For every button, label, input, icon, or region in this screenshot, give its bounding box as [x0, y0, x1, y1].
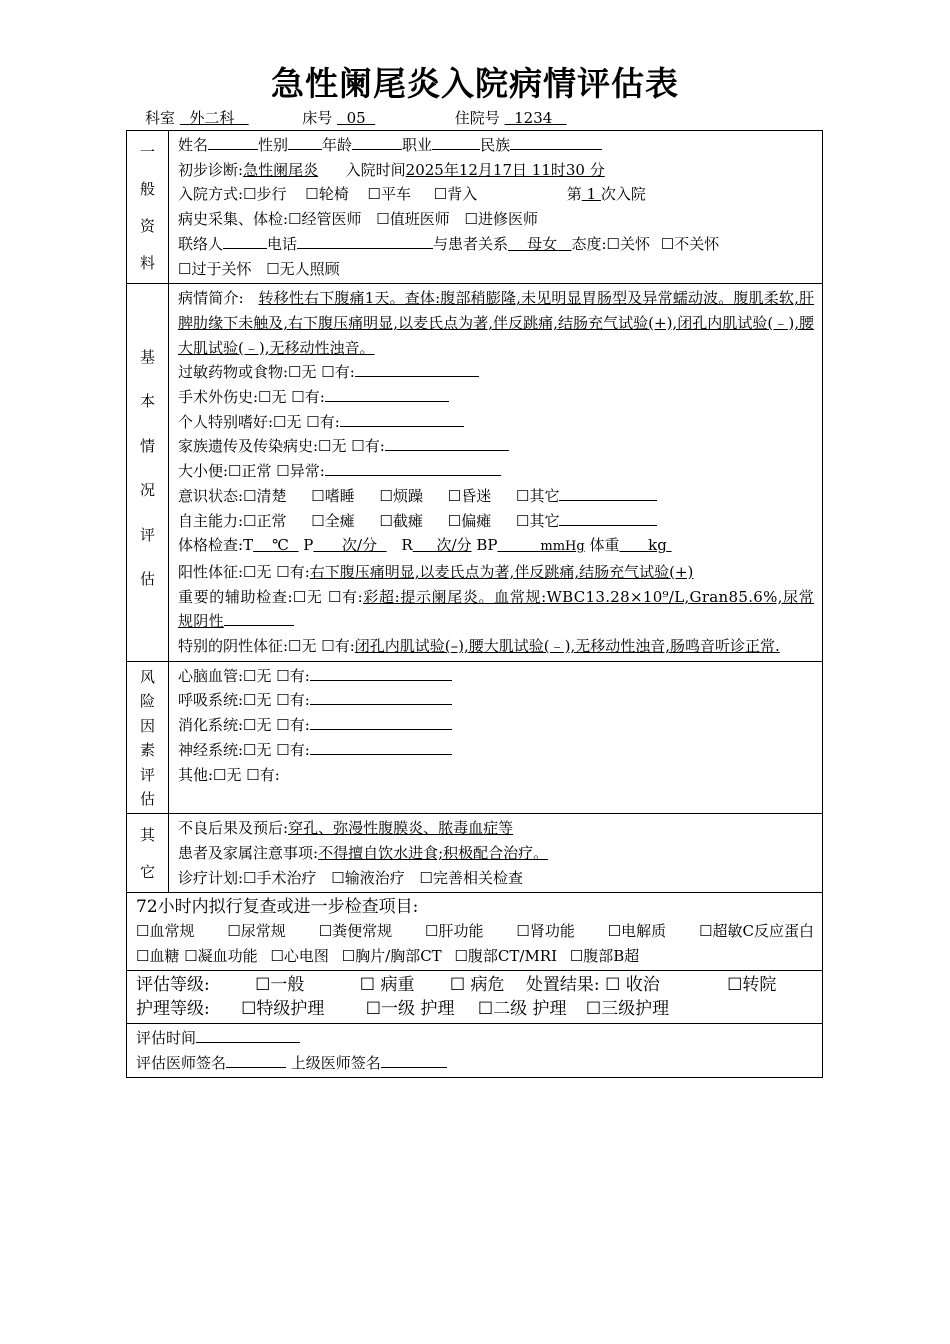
risk-neuro-row: 神经系统:☐无 ☐有:	[178, 738, 814, 763]
basic-label: 基 本 情 况 评 估	[127, 284, 169, 661]
ability-other-field[interactable]	[559, 510, 657, 526]
sign-section	[127, 1024, 822, 1077]
history-attending[interactable]: ☐经管医师	[288, 210, 362, 229]
plan-exams[interactable]: ☐完善相关检查	[419, 868, 523, 887]
recheck-crp[interactable]: ☐超敏C反应蛋白	[699, 922, 814, 941]
surgery-row: 手术外伤史:☐无 ☐有:	[178, 385, 814, 410]
dept-label: 科室	[145, 109, 176, 127]
inpatient-label: 住院号	[454, 109, 500, 127]
inpatient-field[interactable]: 1234	[514, 109, 553, 127]
consciousness-row: 意识状态:☐清楚 ☐嗜睡 ☐烦躁 ☐昏迷 ☐其它	[178, 484, 814, 509]
recheck-liver[interactable]: ☐肝功能	[425, 922, 484, 941]
recheck-chest[interactable]: ☐胸片/胸部CT	[341, 946, 442, 965]
attitude-overcare[interactable]: ☐过于关怀	[178, 259, 252, 278]
risk-neuro-field[interactable]	[310, 739, 452, 755]
notice-row: 患者及家属注意事项:不得擅自饮水进食;积极配合治疗。	[178, 843, 549, 862]
plan-surgery[interactable]: ☐手术治疗	[243, 868, 317, 887]
temperature-field[interactable]: ℃	[272, 536, 289, 555]
name-field[interactable]	[208, 134, 258, 150]
respiration-field[interactable]: 次/分	[436, 536, 472, 555]
stool-field[interactable]	[325, 460, 501, 476]
gender-field[interactable]	[288, 134, 322, 150]
recheck-stool-routine[interactable]: ☐粪便常规	[318, 922, 393, 941]
consciousness-coma[interactable]: ☐昏迷	[447, 486, 492, 505]
phone-field[interactable]	[297, 233, 433, 249]
risk-digest-field[interactable]	[310, 714, 452, 730]
nursing-third[interactable]: ☐三级护理	[585, 999, 670, 1020]
grade-normal[interactable]: ☐一般	[255, 975, 305, 996]
risk-other-row: 其他:☐无 ☐有:	[178, 765, 280, 784]
ability-other[interactable]: ☐其它	[516, 511, 560, 530]
bed-field[interactable]: 05	[346, 109, 366, 127]
risk-cardio-field[interactable]	[310, 665, 452, 681]
risk-section	[127, 662, 822, 815]
recheck-row-1	[136, 919, 814, 944]
risk-digest-row: 消化系统:☐无 ☐有:	[178, 713, 814, 738]
negative-signs-field[interactable]: 闭孔内肌试验(–),腰大肌试验(﹣),无移动性浊音,肠鸣音听诊正常.	[354, 637, 780, 656]
nursing-special[interactable]: ☐特级护理	[241, 999, 325, 1020]
recheck-electrolyte[interactable]: ☐电解质	[607, 922, 667, 941]
admit-mode-stretcher[interactable]: ☐平车	[367, 185, 411, 204]
nursing-second[interactable]: ☐二级 护理	[477, 999, 567, 1020]
habit-row: 个人特别嗜好:☐无 ☐有:	[178, 410, 814, 435]
form-title: 急性阑尾炎入院病情评估表	[271, 64, 679, 103]
recheck-blood-routine[interactable]: ☐血常规	[136, 922, 195, 941]
contact-row: 联络人 电话 与患者关系 母女 态度:☐关怀 ☐不关怀	[178, 234, 720, 253]
prognosis-row: 不良后果及预后:穿孔、弥漫性腹膜炎、脓毒血症等	[178, 819, 514, 838]
patient-info-row: 姓名 性别 年龄 职业 民族	[178, 133, 814, 158]
bp-field[interactable]: mmHg	[540, 539, 585, 555]
doctor-signature-field[interactable]	[226, 1052, 286, 1068]
age-field[interactable]	[352, 134, 402, 150]
grade-critical[interactable]: ☐ 病危	[449, 975, 505, 996]
basic-section	[127, 284, 822, 662]
recheck-ecg[interactable]: ☐心电图	[270, 946, 329, 965]
risk-cardio-row: 心脑血管:☐无 ☐有:	[178, 664, 814, 689]
ethnicity-field[interactable]	[510, 134, 602, 150]
summary-field[interactable]: 转移性右下腹痛1天。查体:腹部稍膨隆,未见明显胃肠型及异常蠕动波。腹肌柔软,肝脾肋缘下未触及,右下腹压痛明显,以麦氏点为著,伴反跳痛,结肠充气试验(+),闭孔内肌试验(﹣),腰大肌试验(﹣),无移动性浊音。	[178, 289, 815, 357]
ability-row: 自主能力:☐正常 ☐全瘫 ☐截瘫 ☐偏瘫 ☐其它	[178, 509, 814, 534]
recheck-coag[interactable]: ☐凝血功能	[184, 946, 258, 965]
plan-row: 诊疗计划:☐手术治疗 ☐输液治疗 ☐完善相关检查	[178, 868, 523, 887]
risk-resp-field[interactable]	[310, 689, 452, 705]
occupation-field[interactable]	[432, 134, 480, 150]
consciousness-other-field[interactable]	[559, 485, 657, 501]
assessment-table	[126, 130, 823, 1078]
negative-signs-row: 特别的阴性体征:☐无 ☐有:闭孔内肌试验(–),腰大肌试验(﹣),无移动性浊音,肠鸣音听诊正常.	[178, 637, 780, 656]
admit-time-field[interactable]: 2025年12月17日 11时30 分	[405, 160, 605, 179]
dept-field[interactable]: 外二科	[189, 109, 235, 127]
eval-time-field[interactable]	[196, 1027, 300, 1043]
other-section	[127, 814, 822, 893]
ability-normal[interactable]: ☐正常	[243, 511, 287, 530]
bed-label: 床号	[302, 109, 333, 127]
general-section	[127, 131, 822, 284]
aux-exam-field[interactable]: 彩超:提示阑尾炎。血常规:WBC13.28×10⁹/L,Gran85.6%,尿常规阴性	[178, 587, 814, 631]
habit-field[interactable]	[340, 411, 464, 427]
allergy-field[interactable]	[355, 361, 479, 377]
other-label: 其 它	[127, 814, 169, 892]
grade-serious[interactable]: ☐ 病重	[359, 975, 415, 996]
signature-row: 评估医师签名 上级医师签名	[136, 1051, 814, 1076]
stool-row: 大小便:☐正常 ☐异常:	[178, 459, 814, 484]
recheck-abd-us[interactable]: ☐腹部B超	[569, 946, 640, 965]
attitude-nobody[interactable]: ☐无人照顾	[266, 259, 340, 278]
notice-field[interactable]: 不得擅自饮水进食;积极配合治疗。	[318, 843, 549, 862]
summary-row: 病情简介: 转移性右下腹痛1天。查体:腹部稍膨隆,未见明显胃肠型及异常蠕动波。腹肌柔软,肝脾肋缘下未触及,右下腹压痛明显,以麦氏点为著,伴反跳痛,结肠充气试验(+),闭孔内肌试验(﹣),腰大肌试验(﹣),无移动性浊音。	[178, 289, 815, 357]
family-row: 家族遗传及传染病史:☐无 ☐有:	[178, 434, 814, 459]
general-label: 一 般 资 料	[127, 131, 169, 283]
admit-mode-walk[interactable]: ☐步行	[243, 185, 287, 204]
recheck-section	[127, 893, 822, 971]
exam-row: 体格检查:T ℃ P 次/分 R 次/分 BP mmHg 体重 kg	[178, 533, 814, 560]
grade-section	[127, 971, 822, 1024]
plan-infusion[interactable]: ☐输液治疗	[331, 868, 405, 887]
attitude-nocare[interactable]: ☐不关怀	[660, 234, 720, 253]
diagnosis-field[interactable]: 急性阑尾炎	[243, 160, 319, 179]
ability-quadriplegia[interactable]: ☐全瘫	[311, 511, 355, 530]
recheck-row-2	[136, 944, 814, 969]
risk-resp-row: 呼吸系统:☐无 ☐有:	[178, 688, 814, 713]
surgery-field[interactable]	[325, 386, 449, 402]
aux-exam-row: 重要的辅助检查:☐无 ☐有:彩超:提示阑尾炎。血常规:WBC13.28×10⁹/L,Gran85.6%,尿常规阴性	[178, 587, 814, 631]
history-duty[interactable]: ☐值班医师	[376, 210, 450, 229]
consciousness-other[interactable]: ☐其它	[516, 486, 560, 505]
history-row: 病史采集、体检:☐经管医师 ☐值班医师 ☐进修医师	[178, 210, 538, 229]
form-header	[145, 107, 825, 128]
allergy-row: 过敏药物或食物:☐无 ☐有:	[178, 360, 814, 385]
admit-count-field[interactable]: 1	[586, 185, 597, 204]
consciousness-drowsy[interactable]: ☐嗜睡	[311, 486, 355, 505]
nursing-grade-row: 护理等级: ☐特级护理 ☐一级 护理 ☐二级 护理 ☐三级护理	[136, 999, 670, 1020]
disposal-admit[interactable]: ☐ 收治	[605, 975, 660, 996]
pulse-field[interactable]: 次/分	[341, 536, 378, 555]
recheck-kidney[interactable]: ☐肾功能	[516, 922, 575, 941]
recheck-title: 72小时内拟行复查或进一步检查项目:	[136, 897, 419, 918]
risk-label: 风 险 因 素 评 估	[127, 662, 169, 814]
family-field[interactable]	[385, 435, 509, 451]
eval-time-row: 评估时间	[136, 1026, 814, 1051]
contact-field[interactable]	[223, 233, 267, 249]
senior-signature-field[interactable]	[381, 1052, 447, 1068]
history-trainee[interactable]: ☐进修医师	[464, 210, 538, 229]
relation-field[interactable]: 母女	[527, 234, 558, 253]
positive-signs-row: 阳性体征:☐无 ☐有:右下腹压痛明显,以麦氏点为著,伴反跳痛,结肠充气试验(+)	[178, 562, 694, 581]
admit-mode-row: 入院方式:☐步行 ☐轮椅 ☐平车 ☐背入 第 1 次入院	[178, 185, 646, 204]
nursing-first[interactable]: ☐一级 护理	[365, 999, 455, 1020]
positive-signs-field[interactable]: 右下腹压痛明显,以麦氏点为著,伴反跳痛,结肠充气试验(+)	[309, 562, 694, 581]
weight-field[interactable]: kg	[648, 536, 667, 555]
eval-grade-row: 评估等级: ☐一般 ☐ 病重 ☐ 病危 处置结果: ☐ 收治 ☐转院	[136, 975, 777, 996]
consciousness-agitated[interactable]: ☐烦躁	[379, 486, 423, 505]
recheck-abd-ct[interactable]: ☐腹部CT/MRI	[454, 946, 558, 965]
disposal-transfer[interactable]: ☐转院	[727, 975, 777, 996]
attitude-care[interactable]: ☐关怀	[606, 234, 650, 253]
admit-mode-carried[interactable]: ☐背入	[433, 185, 478, 204]
ability-hemiplegia[interactable]: ☐偏瘫	[447, 511, 492, 530]
consciousness-clear[interactable]: ☐清楚	[243, 486, 287, 505]
prognosis-field[interactable]: 穿孔、弥漫性腹膜炎、脓毒血症等	[288, 819, 514, 838]
ability-paraplegia[interactable]: ☐截瘫	[379, 511, 423, 530]
attitude-row	[178, 257, 814, 282]
admit-mode-wheelchair[interactable]: ☐轮椅	[305, 185, 349, 204]
diagnosis-row: 初步诊断:急性阑尾炎 入院时间2025年12月17日 11时30 分	[178, 158, 814, 183]
recheck-glucose[interactable]: ☐血糖	[136, 946, 180, 965]
recheck-urine-routine[interactable]: ☐尿常规	[227, 922, 286, 941]
